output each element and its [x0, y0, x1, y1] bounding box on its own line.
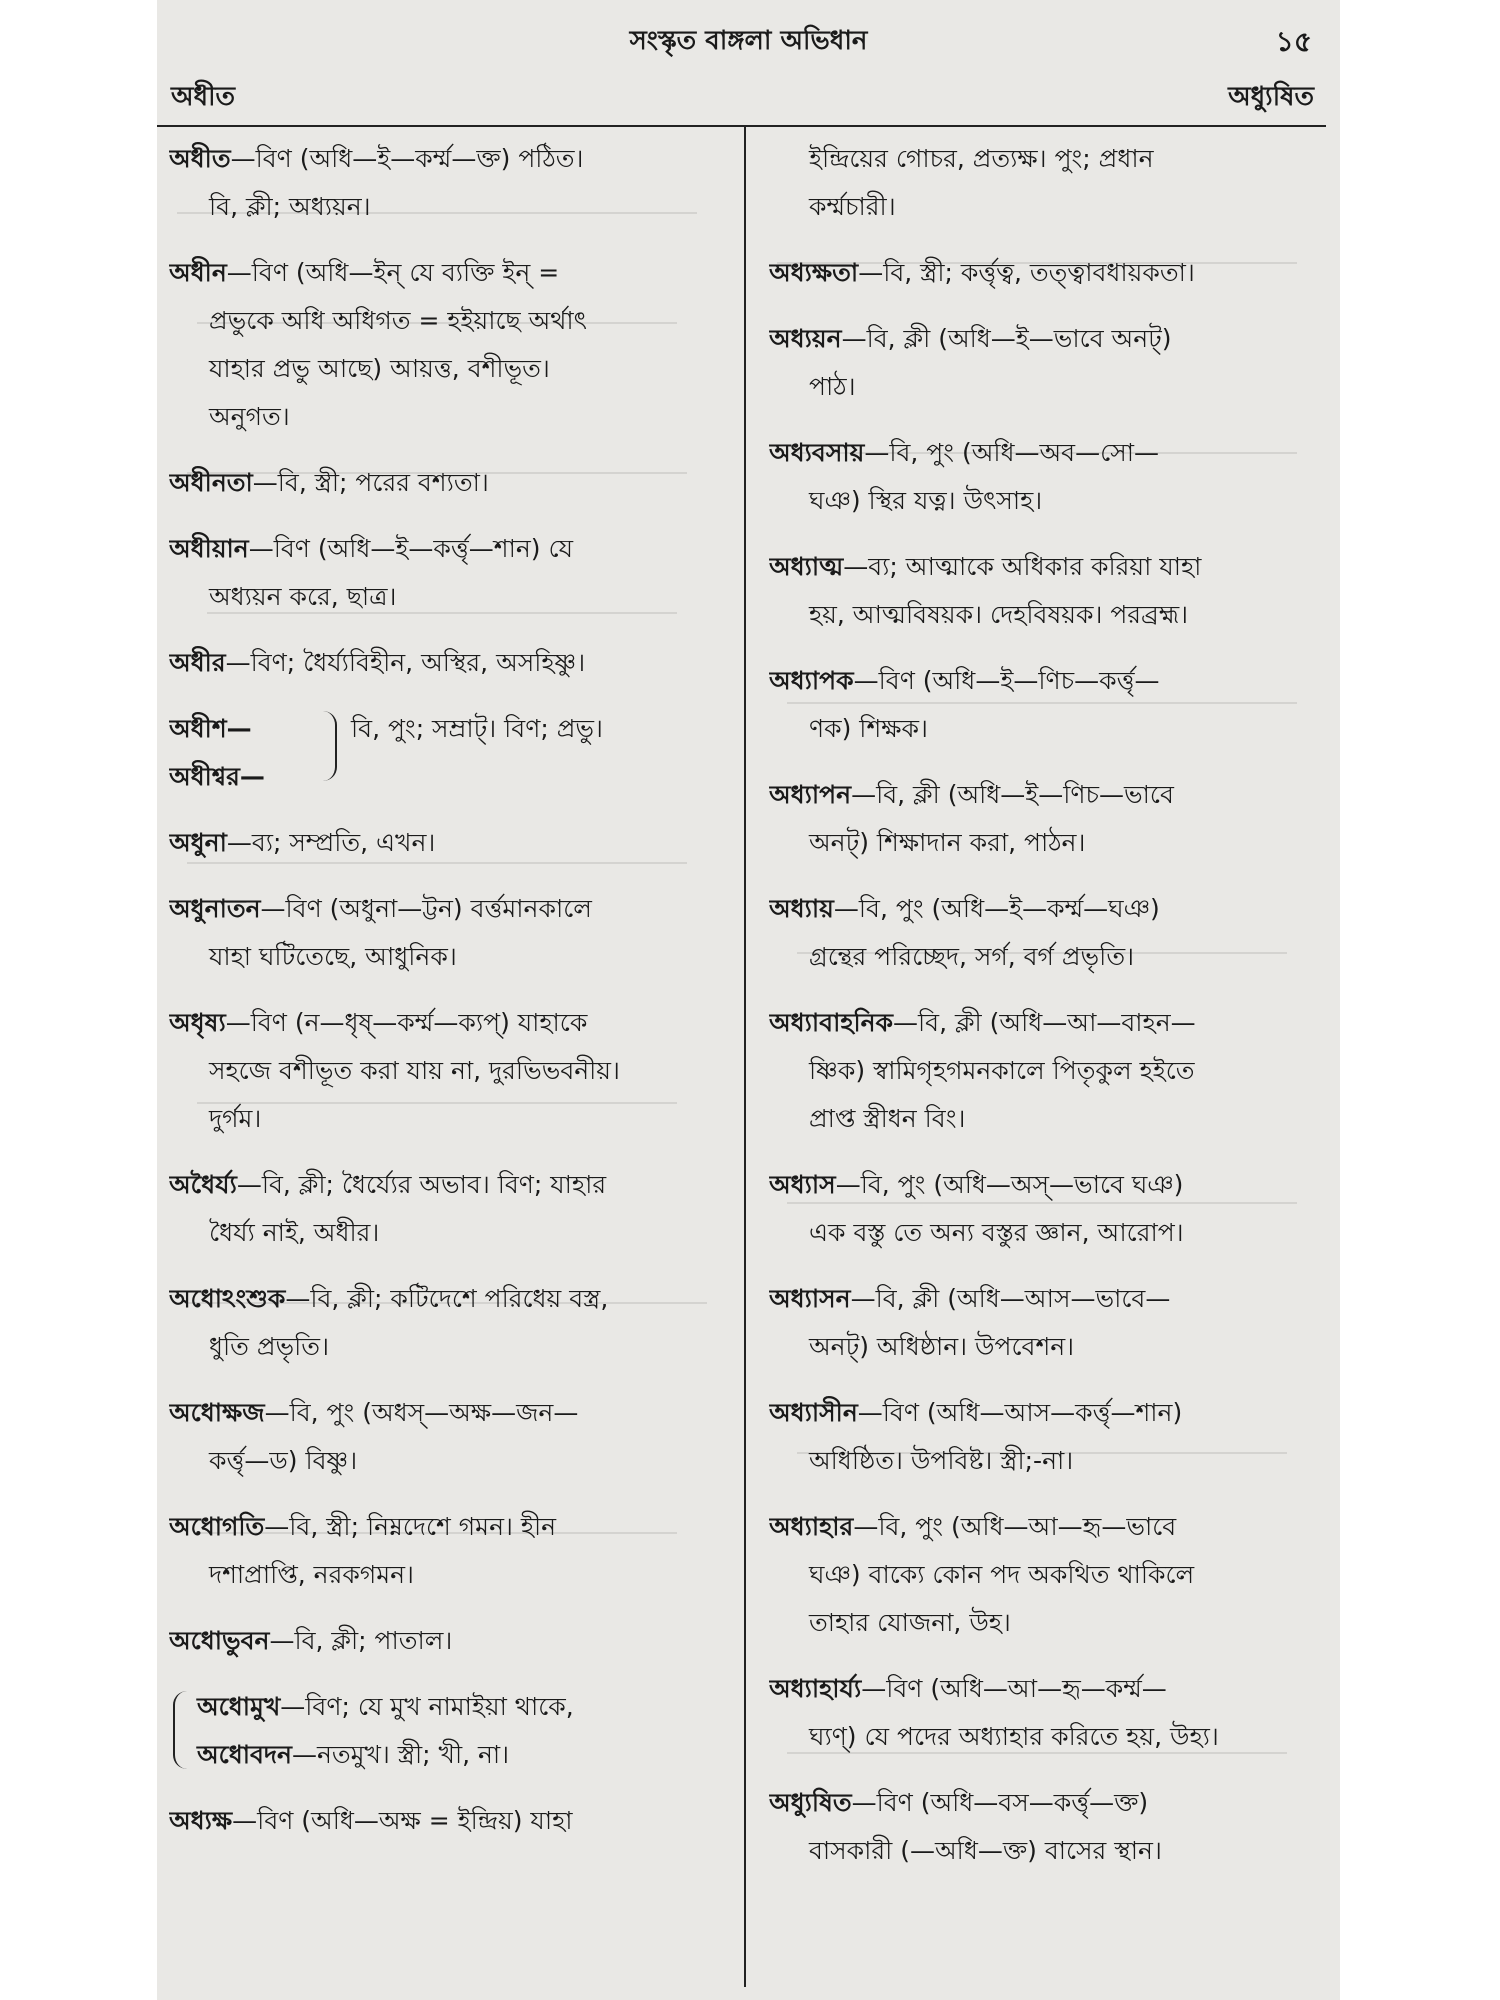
definition: —বি, ক্লী (অধি—ই—ভাবে অনট্) — [841, 324, 1172, 353]
definition-line: ণক) শিক্ষক। — [809, 714, 928, 743]
dictionary-entry — [769, 1275, 1329, 1371]
headword: অধ্যাপক — [769, 666, 854, 695]
headword: অধৈর্য্য — [169, 1170, 237, 1199]
guide-word-right: অধ্যুষিত — [1228, 82, 1314, 112]
dictionary-entry — [769, 1503, 1329, 1647]
definition: —বি, ক্লী; কটিদেশে পরিধেয় বস্ত্র, — [285, 1284, 609, 1313]
definition-line: অধ্যয়ন করে, ছাত্র। — [209, 582, 397, 611]
definition: —বি, স্ত্রী; পরের বশ্যতা। — [252, 468, 489, 497]
definition: —বিণ (অধি—আস—কর্ত্তৃ—শান) — [857, 1398, 1183, 1427]
definition: —বি, ক্লী; ধৈর্য্যের অভাব। বিণ; যাহার — [236, 1170, 607, 1199]
definition: —বি, স্ত্রী; কর্ত্তৃত্ব, তত্ত্বাবধায়কতা। — [858, 258, 1195, 287]
dictionary-entry — [169, 459, 734, 507]
definition-line: পাঠ। — [809, 372, 856, 401]
dictionary-entry — [169, 1617, 734, 1665]
headword: অধ্যয়ন — [769, 324, 842, 353]
definition-line: গ্রন্থের পরিচ্ছেদ, সর্গ, বর্গ প্রভৃতি। — [809, 942, 1135, 971]
headword: অধ্যাসন — [769, 1284, 851, 1313]
definition-line: ইন্দ্রিয়ের গোচর, প্রত্যক্ষ। পুং; প্রধান — [809, 144, 1154, 173]
dictionary-entry — [769, 771, 1329, 867]
dictionary-entry — [169, 639, 734, 687]
dictionary-entry — [169, 1797, 734, 1845]
headword: অধ্যক্ষতা — [769, 258, 859, 287]
left-column — [169, 135, 734, 1863]
definition-line: যাহা ঘটিতেছে, আধুনিক। — [209, 942, 457, 971]
headword: অধুনা — [169, 828, 227, 857]
running-title: সংস্কৃত বাঙ্গলা অভিধান — [629, 26, 868, 56]
definition: —বি, ক্লী (অধি—আ—বাহন— — [893, 1008, 1196, 1037]
definition: —বি, পুং (অধি—অস্—ভাবে ঘঞ) — [835, 1170, 1184, 1199]
headword: অধোঽংশুক — [169, 1284, 286, 1313]
headword: অধৃষ্য — [169, 1008, 226, 1037]
dictionary-entry — [769, 543, 1329, 639]
definition: —বি, পুং (অধি—ই—কর্ম্ম—ঘঞ) — [833, 894, 1160, 923]
dictionary-entry — [769, 315, 1329, 411]
curly-brace — [317, 711, 337, 781]
definition-line: সহজে বশীভূত করা যায় না, দুরভিভবনীয়। — [209, 1056, 620, 1085]
headword: অধ্যাসীন — [769, 1398, 858, 1427]
dictionary-entry — [169, 885, 734, 981]
definition: —নতমুখ। স্ত্রী; খী, না। — [291, 1740, 510, 1769]
headword: অধোবদন — [197, 1740, 292, 1769]
headword: অধোগতি — [169, 1512, 265, 1541]
dictionary-entry — [769, 1665, 1329, 1761]
dictionary-entry — [769, 249, 1329, 297]
definition: —ব্য; সম্প্রতি, এখন। — [226, 828, 436, 857]
dictionary-entry — [169, 1389, 734, 1485]
definition-line: যাহার প্রভু আছে) আয়ত্ত, বশীভূত। — [209, 354, 550, 383]
headword: অধুনাতন — [169, 894, 261, 923]
definition: —বি, ক্লী (অধি—আস—ভাবে— — [850, 1284, 1171, 1313]
dictionary-entry — [769, 1779, 1329, 1875]
definition-line: প্রাপ্ত স্ত্রীধন বিং। — [809, 1104, 966, 1133]
definition-line: কর্ত্তৃ—ড) বিষ্ণু। — [209, 1446, 358, 1475]
definition: —বিণ (অধি—আ—হৃ—কর্ম্ম— — [861, 1674, 1167, 1703]
guide-word-left: অধীত — [171, 82, 236, 112]
definition-line: ঘঞ) বাক্যে কোন পদ অকথিত থাকিলে — [809, 1560, 1195, 1589]
dictionary-entry — [169, 819, 734, 867]
left-margin — [0, 0, 157, 2000]
definition: —বিণ (অধি—বস—কর্ত্তৃ—ক্ত) — [851, 1788, 1149, 1817]
headword: অধোভুবন — [169, 1626, 270, 1655]
definition: বি, পুং; সম্রাট্। বিণ; প্রভু। — [351, 714, 603, 743]
dictionary-page — [157, 0, 1340, 2000]
definition: —বিণ; ধৈর্য্যবিহীন, অস্থির, অসহিষ্ণু। — [225, 648, 586, 677]
headword: অধীয়ান — [169, 534, 249, 563]
definition-line: কর্ম্মচারী। — [809, 192, 896, 221]
definition-line: অনট্) শিক্ষাদান করা, পাঠন। — [809, 828, 1086, 857]
definition: —বি, ক্লী; পাতাল। — [269, 1626, 453, 1655]
definition: —বিণ (অধি—ইন্ যে ব্যক্তি ইন্ = — [226, 258, 560, 287]
dictionary-entry — [169, 249, 734, 441]
definition-line: হয়, আত্মবিষয়ক। দেহবিষয়ক। পরব্রহ্ম। — [809, 600, 1189, 629]
definition-line: ষ্ণিক) স্বামিগৃহগমনকালে পিতৃকুল হইতে — [809, 1056, 1195, 1085]
dictionary-entry — [769, 1161, 1329, 1257]
definition: —ব্য; আত্মাকে অধিকার করিয়া যাহা — [843, 552, 1202, 581]
headword: অধোমুখ — [197, 1692, 281, 1721]
column-divider — [744, 127, 746, 1987]
definition: —বিণ; যে মুখ নামাইয়া থাকে, — [280, 1692, 574, 1721]
headword: অধীশ— — [169, 714, 252, 743]
headword: অধীর — [169, 648, 226, 677]
definition-line: বাসকারী (—অধি—ক্ত) বাসের স্থান। — [809, 1836, 1162, 1865]
dictionary-entry — [169, 525, 734, 621]
definition-line: ধুতি প্রভৃতি। — [209, 1332, 330, 1361]
definition: —বি, পুং (অধস্—অক্ষ—জন— — [264, 1398, 579, 1427]
header-rule — [157, 125, 1326, 127]
headword: অধ্যায় — [769, 894, 834, 923]
definition-line: অনট্) অধিষ্ঠান। উপবেশন। — [809, 1332, 1075, 1361]
definition-line: বি, ক্লী; অধ্যয়ন। — [209, 192, 371, 221]
headword: অধ্যাহার্য্য — [769, 1674, 862, 1703]
definition: —বি, ক্লী (অধি—ই—ণিচ—ভাবে — [851, 780, 1174, 809]
dictionary-entry — [169, 135, 734, 231]
headword: অধীত — [169, 144, 231, 173]
headword: অধ্যবসায় — [769, 438, 865, 467]
dictionary-entry — [169, 999, 734, 1143]
headword: অধ্যাহার — [769, 1512, 854, 1541]
definition-line: অধিষ্ঠিত। উপবিষ্ট। স্ত্রী;-না। — [809, 1446, 1074, 1475]
definition: —বিণ (অধি—ই—কর্ম্ম—ক্ত) পঠিত। — [230, 144, 584, 173]
dictionary-entry-continued — [769, 135, 1329, 231]
definition: —বিণ (অধুনা—ট্টন) বর্ত্তমানকালে — [260, 894, 592, 923]
definition: —বিণ (অধি—ই—ণিচ—কর্ত্তৃ— — [853, 666, 1160, 695]
headword: অধীনতা — [169, 468, 253, 497]
definition-line: ঘ্যণ্) যে পদের অধ্যাহার করিতে হয়, উহ্য। — [809, 1722, 1219, 1751]
dictionary-entry — [769, 885, 1329, 981]
headword: অধ্যক্ষ — [169, 1806, 233, 1835]
dictionary-entry — [769, 1389, 1329, 1485]
definition: —বিণ (অধি—অক্ষ = ইন্দ্রিয়) যাহা — [232, 1806, 573, 1835]
headword: অধোক্ষজ — [169, 1398, 265, 1427]
definition: —বি, স্ত্রী; নিম্নদেশে গমন। হীন — [264, 1512, 557, 1541]
bracketed-entry — [169, 705, 734, 801]
headword: অধীশ্বর— — [169, 762, 265, 791]
curly-brace — [173, 1691, 189, 1769]
headword: অধ্যাস — [769, 1170, 836, 1199]
definition: —বিণ (ন—ধৃষ্—কর্ম্ম—ক্যপ্) যাহাকে — [225, 1008, 588, 1037]
headword: অধ্যুষিত — [769, 1788, 852, 1817]
definition-line: অনুগত। — [209, 402, 290, 431]
definition-line: এক বস্তু তে অন্য বস্তুর জ্ঞান, আরোপ। — [809, 1218, 1184, 1247]
dictionary-entry — [769, 999, 1329, 1143]
dictionary-entry — [169, 1275, 734, 1371]
headword: অধ্যাপন — [769, 780, 852, 809]
definition: —বিণ (অধি—ই—কর্ত্তৃ—শান) যে — [248, 534, 574, 563]
headword: অধ্যাত্ম — [769, 552, 844, 581]
definition-line: দুর্গম। — [209, 1104, 262, 1133]
definition-line: ঘঞ) স্থির যত্ন। উৎসাহ। — [809, 486, 1043, 515]
definition-line: ধৈর্য্য নাই, অধীর। — [209, 1218, 380, 1247]
definition-line: প্রভুকে অধি অধিগত = হইয়াছে অর্থাৎ — [209, 306, 588, 335]
headword: অধীন — [169, 258, 227, 287]
definition: —বি, পুং (অধি—আ—হৃ—ভাবে — [853, 1512, 1177, 1541]
page-number: ১৫ — [1275, 25, 1312, 58]
headword: অধ্যাবাহনিক — [769, 1008, 894, 1037]
dictionary-entry — [169, 1503, 734, 1599]
dictionary-entry — [769, 429, 1329, 525]
right-column — [769, 135, 1329, 1893]
bracketed-entry — [169, 1683, 734, 1779]
definition-line: তাহার যোজনা, উহ। — [809, 1608, 1011, 1637]
definition: —বি, পুং (অধি—অব—সো— — [864, 438, 1160, 467]
dictionary-entry — [169, 1161, 734, 1257]
definition-line: দশাপ্রাপ্তি, নরকগমন। — [209, 1560, 414, 1589]
dictionary-entry — [769, 657, 1329, 753]
right-margin — [1340, 0, 1500, 2000]
